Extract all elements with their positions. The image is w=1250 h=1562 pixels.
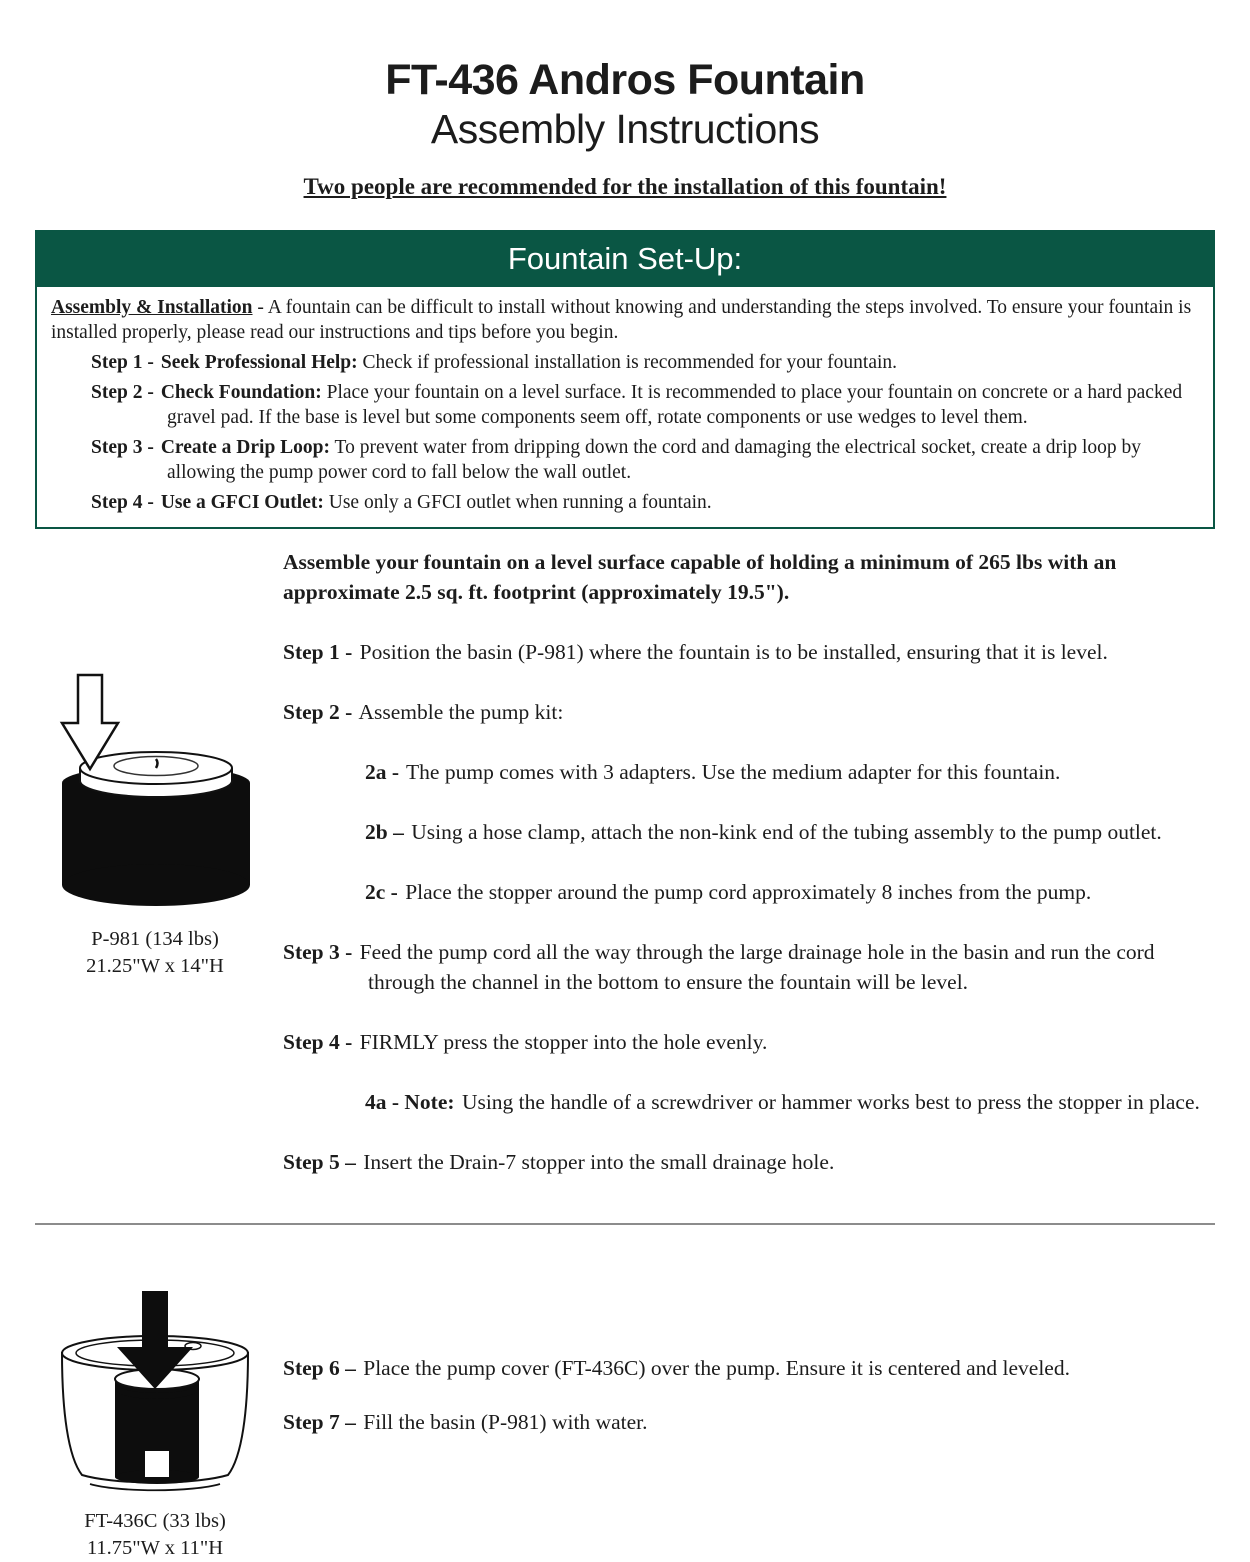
setup-step-4 xyxy=(91,490,1197,515)
assembly-intro: Assemble your fountain on a level surface capable of holding a minimum of 265 lbs with an approximate 2.5 sq. ft. footprint (approximately 19.5"). xyxy=(283,550,1117,604)
step-2-text: Assemble the pump kit: xyxy=(358,700,564,724)
steps-column-top xyxy=(283,529,1215,1177)
fountain-setup-box xyxy=(35,230,1215,529)
step-2b-text: Using a hose clamp, attach the non-kink end of the tubing assembly to the pump outlet. xyxy=(411,820,1162,844)
step-2a-label: 2a - xyxy=(365,760,400,784)
step-6-text: Place the pump cover (FT-436C) over the pump. Ensure it is centered and leveled. xyxy=(363,1356,1070,1380)
pump-cover-caption xyxy=(35,1508,275,1562)
setup-step-3-label: Step 3 - xyxy=(91,437,154,458)
setup-step-2-text: Place your fountain on a level surface. It is recommended to place your fountain on concrete or a hard packed gravel pad. If the base is level but some components seem off, rotate components or use wedges to level them. xyxy=(167,382,1183,428)
setup-intro-text: - A fountain can be difficult to install without knowing and understanding the steps involved. To ensure your fountain is installed properly, please read our instructions and tips before you begin. xyxy=(51,297,1192,343)
step-2b-label: 2b – xyxy=(365,820,404,844)
step-7-label: Step 7 – xyxy=(283,1410,356,1434)
setup-step-1-label: Step 1 - xyxy=(91,352,154,373)
setup-step-4-title: Use a GFCI Outlet: xyxy=(160,492,324,513)
step-3-label: Step 3 - xyxy=(283,940,353,964)
basin-caption-line2: 21.25"W x 14"H xyxy=(86,955,224,977)
basin-caption xyxy=(35,926,275,980)
installation-notice: Two people are recommended for the installation of this fountain! xyxy=(303,174,947,199)
setup-step-3-title: Create a Drip Loop: xyxy=(160,437,331,458)
setup-step-2 xyxy=(91,380,1197,430)
step-5-text: Insert the Drain-7 stopper into the small drainage hole. xyxy=(363,1150,835,1174)
setup-step-3-text: To prevent water from dripping down the cord and damaging the electrical socket, create a drip loop by allowing the pump power cord to fall below the wall outlet. xyxy=(167,437,1142,483)
step-6-label: Step 6 – xyxy=(283,1356,356,1380)
pump-cover-caption-line2: 11.75"W x 11"H xyxy=(86,1537,224,1559)
assembly-section-top xyxy=(35,529,1215,1177)
step-4-label: Step 4 - xyxy=(283,1030,353,1054)
page-title: FT-436 Andros Fountain xyxy=(385,56,865,104)
basin-illustration xyxy=(41,671,269,915)
setup-box-body xyxy=(37,287,1213,527)
step-2a xyxy=(365,757,1215,787)
pump-cover-figure xyxy=(35,1291,275,1562)
step-2b xyxy=(365,817,1215,847)
step-1-label: Step 1 - xyxy=(283,640,353,664)
setup-steps-list xyxy=(51,350,1197,515)
basin-figure xyxy=(35,671,275,980)
setup-step-1-title: Seek Professional Help: xyxy=(160,352,358,373)
setup-step-2-label: Step 2 - xyxy=(91,382,154,403)
step-4a-label: 4a - Note: xyxy=(365,1090,455,1114)
step-1-text: Position the basin (P-981) where the fountain is to be installed, ensuring that it is level. xyxy=(359,640,1108,664)
pump-cover-caption-line1: FT-436C (33 lbs) xyxy=(84,1510,226,1532)
setup-step-1 xyxy=(91,350,1197,375)
step-5 xyxy=(283,1147,1215,1177)
section-divider xyxy=(35,1223,1215,1225)
step-3 xyxy=(283,937,1215,997)
step-2a-text: The pump comes with 3 adapters. Use the medium adapter for this fountain. xyxy=(406,760,1061,784)
step-5-label: Step 5 – xyxy=(283,1150,356,1174)
basin-caption-line1: P-981 (134 lbs) xyxy=(91,928,219,950)
figure-column-pump-cover xyxy=(35,1289,283,1562)
step-2 xyxy=(283,697,1215,727)
step-7 xyxy=(283,1407,1215,1437)
setup-step-1-text: Check if professional installation is recommended for your fountain. xyxy=(362,352,898,373)
step-1 xyxy=(283,637,1215,667)
setup-step-2-title: Check Foundation: xyxy=(160,382,322,403)
figure-column-basin xyxy=(35,529,283,980)
page-subtitle: Assembly Instructions xyxy=(430,106,820,152)
pump-cover-illustration xyxy=(41,1291,269,1497)
steps-column-bottom xyxy=(283,1289,1215,1461)
step-2c-text: Place the stopper around the pump cord approximately 8 inches from the pump. xyxy=(405,880,1092,904)
step-4 xyxy=(283,1027,1215,1057)
setup-step-3 xyxy=(91,435,1197,485)
setup-intro-label: Assembly & Installation xyxy=(51,297,253,318)
setup-step-4-label: Step 4 - xyxy=(91,492,154,513)
setup-intro-paragraph xyxy=(51,295,1197,345)
step-6 xyxy=(283,1353,1215,1383)
assembly-section-bottom xyxy=(35,1289,1215,1562)
setup-box-header: Fountain Set-Up: xyxy=(37,232,1213,287)
step-2-label: Step 2 - xyxy=(283,700,353,724)
step-2c xyxy=(365,877,1215,907)
basin-top-disc-shape xyxy=(80,752,232,797)
setup-step-4-text: Use only a GFCI outlet when running a fountain. xyxy=(328,492,712,513)
step-3-text: Feed the pump cord all the way through the large drainage hole in the basin and run the cord through the channel in the bottom to ensure the fountain will be level. xyxy=(359,940,1155,994)
step-7-text: Fill the basin (P-981) with water. xyxy=(363,1410,648,1434)
step-4a-text: Using the handle of a screwdriver or hammer works best to press the stopper in place. xyxy=(461,1090,1200,1114)
step-4a xyxy=(365,1087,1215,1117)
step-4-text: FIRMLY press the stopper into the hole evenly. xyxy=(359,1030,768,1054)
step-2c-label: 2c - xyxy=(365,880,398,904)
